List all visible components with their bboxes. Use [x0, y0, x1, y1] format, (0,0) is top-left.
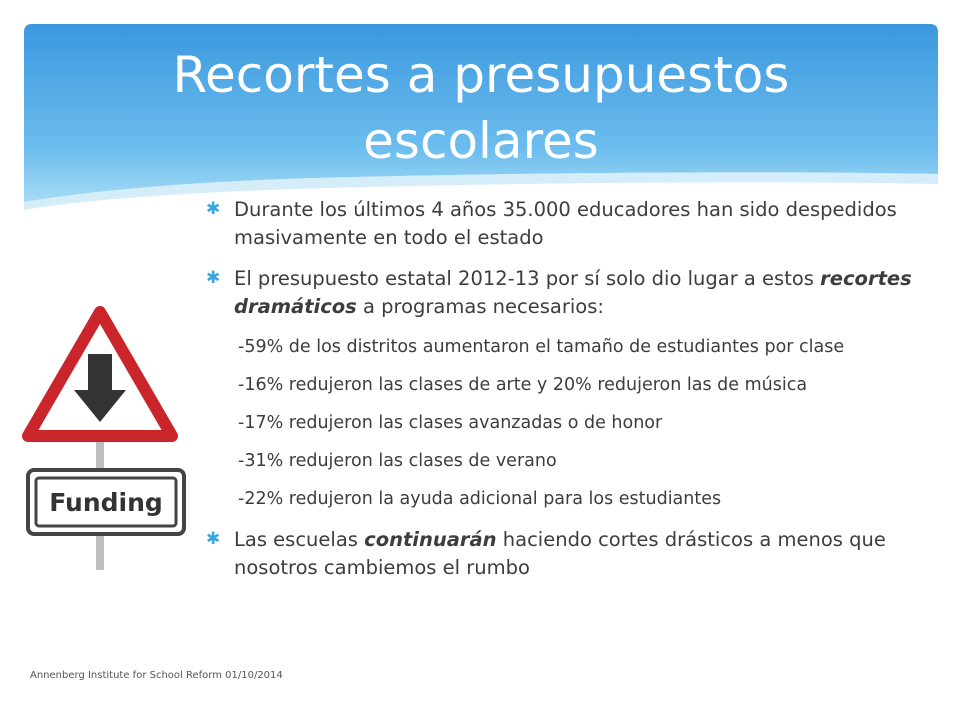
star-bullet-icon: ✱ — [206, 529, 221, 549]
bullet-item — [196, 196, 946, 252]
title-line-1: Recortes a presupuestos — [172, 46, 790, 104]
bullet-text: Durante los últimos 4 años 35.000 educadores han sido despedidos masivamente en todo el estado — [234, 198, 897, 249]
slide-body — [196, 196, 946, 595]
sub-item: -17% redujeron las clases avanzadas o de honor — [238, 413, 663, 433]
bullet-text-start: El presupuesto estatal 2012-13 por sí solo dio lugar a estos — [234, 267, 821, 290]
sub-item: -59% de los distritos aumentaron el tamaño de estudiantes por clase — [238, 337, 845, 357]
title-line-2: escolares — [363, 112, 599, 170]
title-banner — [24, 24, 938, 219]
bullet-emphasis: recortes dramáticos — [234, 267, 912, 318]
funding-down-sign — [22, 306, 192, 570]
sub-item: -16% redujeron las clases de arte y 20% redujeron las de música — [238, 375, 808, 395]
bullet-text-end: haciendo cortes drásticos a menos que nosotros cambiemos el rumbo — [234, 528, 886, 579]
slide-title — [24, 42, 938, 174]
sign-label: Funding — [49, 488, 163, 517]
footer-credit: Annenberg Institute for School Reform 01/10/2014 — [30, 670, 283, 681]
sub-item: -31% redujeron las clases de verano — [238, 451, 557, 471]
sub-item: -22% redujeron la ayuda adicional para los estudiantes — [238, 489, 722, 509]
bullet-item — [196, 265, 946, 321]
bullet-emphasis: continuarán — [364, 528, 497, 551]
star-bullet-icon: ✱ — [206, 199, 221, 219]
bullet-text-end: a programas necesarios: — [356, 295, 604, 318]
bullet-item — [196, 526, 946, 582]
star-bullet-icon: ✱ — [206, 268, 221, 288]
bullet-text-start: Las escuelas — [234, 528, 365, 551]
